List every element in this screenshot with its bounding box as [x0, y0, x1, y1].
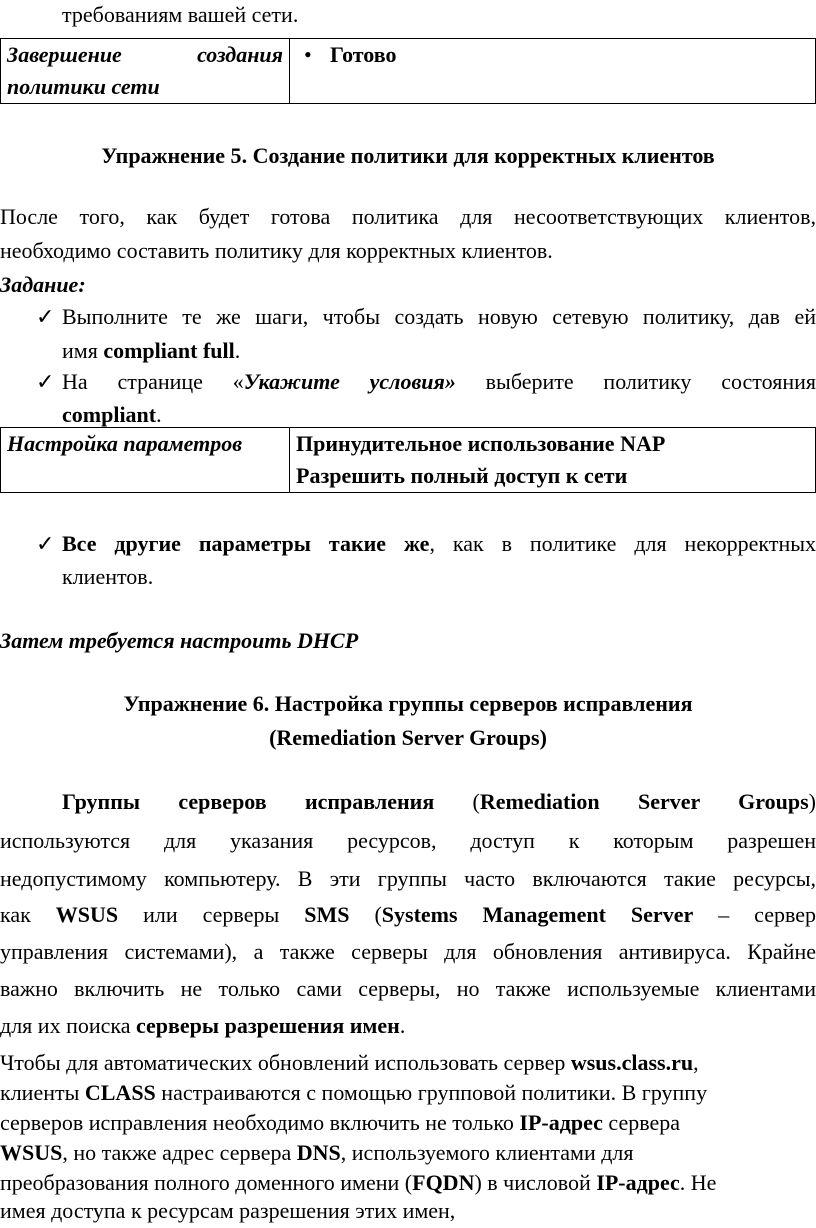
p3-l2b: CLASS — [84, 1080, 156, 1105]
p2-end: ) — [808, 789, 816, 814]
p3-l5c: ) в числовой — [474, 1170, 597, 1195]
p3-l4a: WSUS — [0, 1140, 63, 1165]
p2-l4d: ( — [349, 902, 382, 927]
p2-bold1: Группы серверов исправления — [62, 789, 435, 814]
p2-line6: важно включить не только сами серверы, но также используемые клиентами — [0, 976, 816, 1001]
top-line: требованиям вашей сети. — [62, 2, 299, 27]
bullet-icon: • — [304, 42, 312, 67]
p2-line5: управления системами), а также серверы для обновления антивируса. Крайне — [0, 939, 816, 964]
p2-l7c: . — [399, 1013, 406, 1038]
p2-l4e: – сервер — [693, 902, 816, 927]
task3-bold: Все другие параметры такие же — [62, 531, 430, 556]
ex6-heading-l1: Упражнение 6. Настройка группы серверов исправления — [123, 691, 693, 716]
p2-bold2: Remediation Server Groups — [479, 789, 809, 814]
task2-end: . — [156, 402, 162, 427]
p3-l5e: . Не — [679, 1170, 717, 1195]
p3-l5b: FQDN — [412, 1170, 475, 1195]
task-label: Задание: — [0, 272, 86, 297]
task3-post: , как в политике для некорректных — [429, 531, 816, 556]
table-finish-right — [290, 39, 816, 104]
ex5-heading — [0, 139, 816, 173]
table-finish — [0, 38, 816, 104]
p3-l2a: клиенты — [0, 1080, 85, 1105]
task2-post: выберите политику состояния — [455, 369, 816, 394]
task1-end: . — [234, 338, 241, 363]
p3-line6: имея доступа к ресурсам разрешения этих имен, — [0, 1198, 456, 1223]
p2-mid: ( — [434, 789, 480, 814]
p2-l7a: для их поиска — [0, 1013, 136, 1038]
task1-line1: Выполните те же шаги, чтобы создать новую сетевую политику, дав ей — [62, 304, 816, 329]
task2-line1 — [62, 365, 816, 399]
p2-l4b2: SMS — [304, 902, 350, 927]
finish-right-text: Готово — [330, 42, 397, 67]
p3-l4d: , используемого клиентами для — [340, 1140, 634, 1165]
dhcp-note: Затем требуется настроить DHCP — [0, 628, 359, 653]
task2-bold: compliant — [62, 402, 157, 427]
task1-bold: compliant full — [103, 338, 235, 363]
p3-line1 — [0, 1046, 699, 1080]
p3-l5a: преобразования полного доменного имени ( — [0, 1170, 413, 1195]
p2-line2: используются для указания ресурсов, доступ к которым разрешен — [0, 828, 816, 853]
task3-line1 — [62, 527, 816, 561]
p2-l4a: как — [0, 902, 56, 927]
p1-line1: После того, как будет готова политика для несоответствующих клиентов, — [0, 204, 816, 229]
settings-right-l2: Разрешить полный доступ к сети — [296, 463, 628, 488]
check-icon: ✓ — [36, 369, 55, 394]
p2-l4b3: Systems Management Server — [381, 902, 694, 927]
check-icon: ✓ — [36, 531, 55, 556]
ex6-heading-l2: (Remediation Server Groups) — [269, 725, 547, 750]
finish-left-l2: политики сети — [7, 74, 160, 99]
p3-line2 — [0, 1076, 707, 1110]
settings-right — [290, 428, 816, 493]
ex5-title: . Создание политики для корректных клиентов — [241, 143, 715, 168]
p2-line4 — [0, 898, 816, 932]
task1-text: имя — [62, 338, 104, 363]
settings-left: Настройка параметров — [1, 428, 290, 493]
settings-right-l1: Принудительное использование NAP — [296, 431, 666, 456]
table-finish-left — [1, 39, 290, 104]
p2-l7b: серверы разрешения имен — [136, 1013, 400, 1038]
p1-line2: необходимо составить политику для корректных клиентов. — [0, 238, 553, 263]
p2-line1 — [62, 785, 816, 819]
p2-line7 — [0, 1009, 405, 1043]
ex5-prefix: Упражнение 5 — [101, 143, 242, 168]
p2-l4c: или серверы — [118, 902, 305, 927]
p3-l2c: настраиваются с помощью групповой политики. В группу — [155, 1080, 708, 1105]
p2-l4b1: WSUS — [55, 902, 119, 927]
p3-l1b: wsus.class.ru — [570, 1050, 694, 1075]
task1-line2 — [62, 334, 240, 368]
p3-l4b: , но также адрес сервера — [62, 1140, 297, 1165]
task2-pre: На странице « — [62, 369, 244, 394]
p3-l5d: IP-адрес — [596, 1170, 680, 1195]
task3-line2: клиентов. — [62, 564, 154, 589]
check-icon: ✓ — [36, 304, 55, 329]
p3-l4c: DNS — [296, 1140, 341, 1165]
table-settings — [0, 427, 816, 493]
p3-line3 — [0, 1106, 680, 1140]
p3-l3a: серверов исправления необходимо включить не только — [0, 1110, 520, 1135]
p3-l3c: сервера — [602, 1110, 680, 1135]
task2-italic: Укажите условия» — [243, 369, 456, 394]
finish-left-l1: Завершение создания — [7, 42, 283, 67]
p3-line4 — [0, 1136, 634, 1170]
p3-l3b: IP-адрес — [519, 1110, 603, 1135]
p3-l1c: , — [693, 1050, 699, 1075]
p2-line3: недопустимому компьютеру. В эти группы часто включаются такие ресурсы, — [0, 866, 816, 891]
p3-l1a: Чтобы для автоматических обновлений использовать сервер — [0, 1050, 571, 1075]
